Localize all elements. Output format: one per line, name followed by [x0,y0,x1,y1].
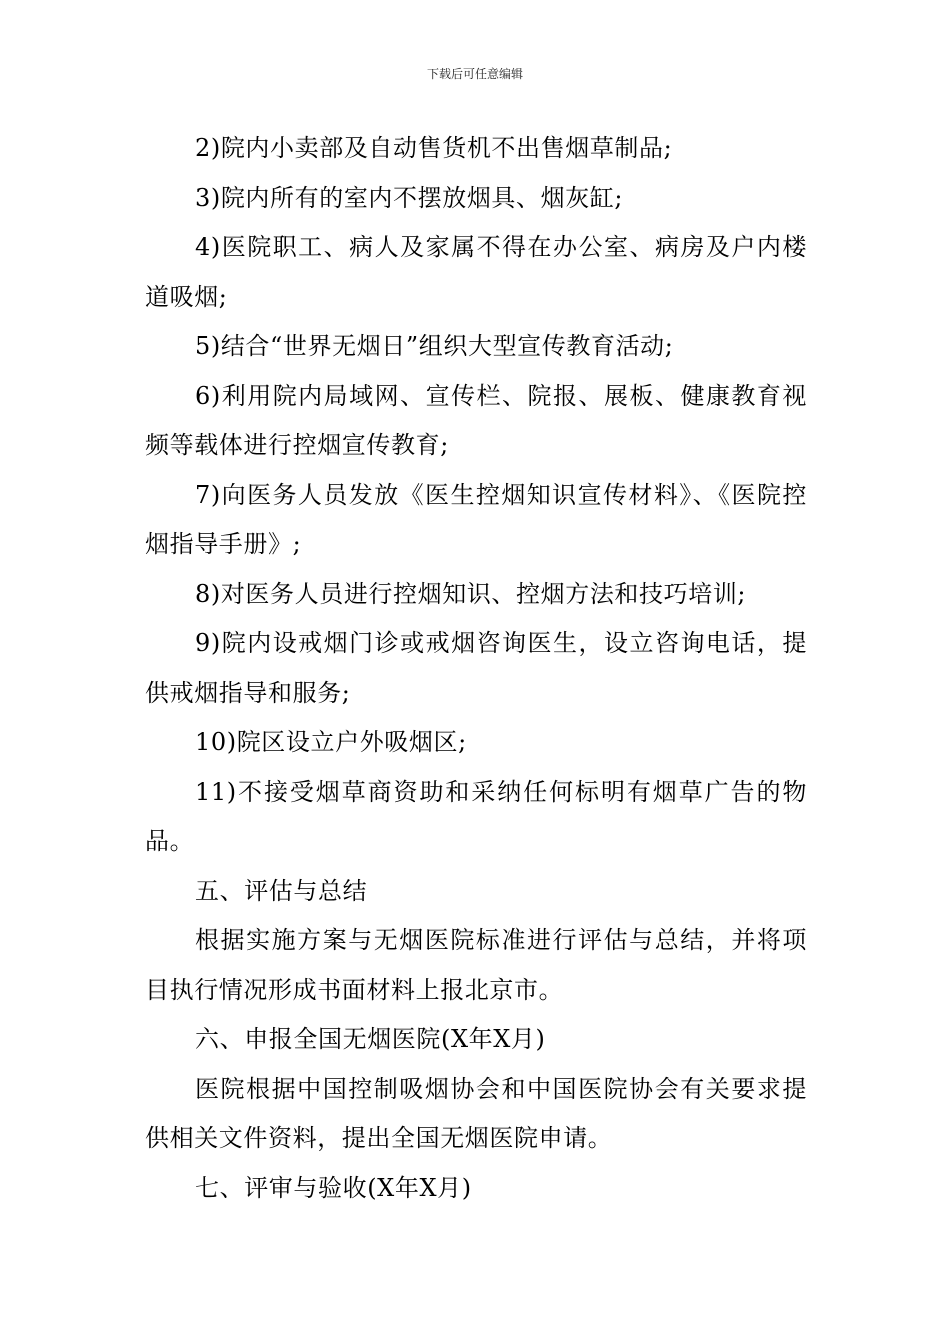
paragraph-measure-11: 11)不接受烟草商资助和采纳任何标明有烟草广告的物品。 [145,777,807,855]
paragraph-measure-3: 3)院内所有的室内不摆放烟具、烟灰缸; [195,183,624,212]
paragraph-measure-8: 8)对医务人员进行控烟知识、控烟方法和技巧培训; [195,579,747,608]
paragraph-measure-10: 10)院区设立户外吸烟区; [195,728,467,756]
paragraph-measure-4: 4)医院职工、病人及家属不得在办公室、病房及户内楼道吸烟; [145,233,807,311]
paragraph-measure-6: 6)利用院内局域网、宣传栏、院报、展板、健康教育视频等载体进行控烟宣传教育; [145,381,807,459]
section-heading-evaluation: 五、评估与总结 [195,876,368,905]
document-body [145,124,807,1213]
paragraph-measure-5: 5)结合“世界无烟日”组织大型宣传教育活动; [195,332,674,360]
paragraph-measure-9: 9)院内设戒烟门诊或戒烟咨询医生，设立咨询电话，提供戒烟指导和服务; [145,629,807,707]
section-heading-review: 七、评审与验收(X年X月) [195,1173,472,1202]
section-heading-application: 六、申报全国无烟医院(X年X月) [195,1025,546,1053]
paragraph-measure-2: 2)院内小卖部及自动售货机不出售烟草制品; [195,134,673,162]
paragraph-measure-7: 7)向医务人员发放《医生控烟知识宣传材料》、《医院控烟指导手册》; [145,480,807,558]
paragraph-evaluation: 根据实施方案与无烟医院标准进行评估与总结，并将项目执行情况形成书面材料上报北京市。 [145,926,807,1004]
paragraph-application: 医院根据中国控制吸烟协会和中国医院协会有关要求提供相关文件资料，提出全国无烟医院申请。 [145,1074,807,1152]
page-header-note: 下载后可任意编辑 [426,67,523,81]
